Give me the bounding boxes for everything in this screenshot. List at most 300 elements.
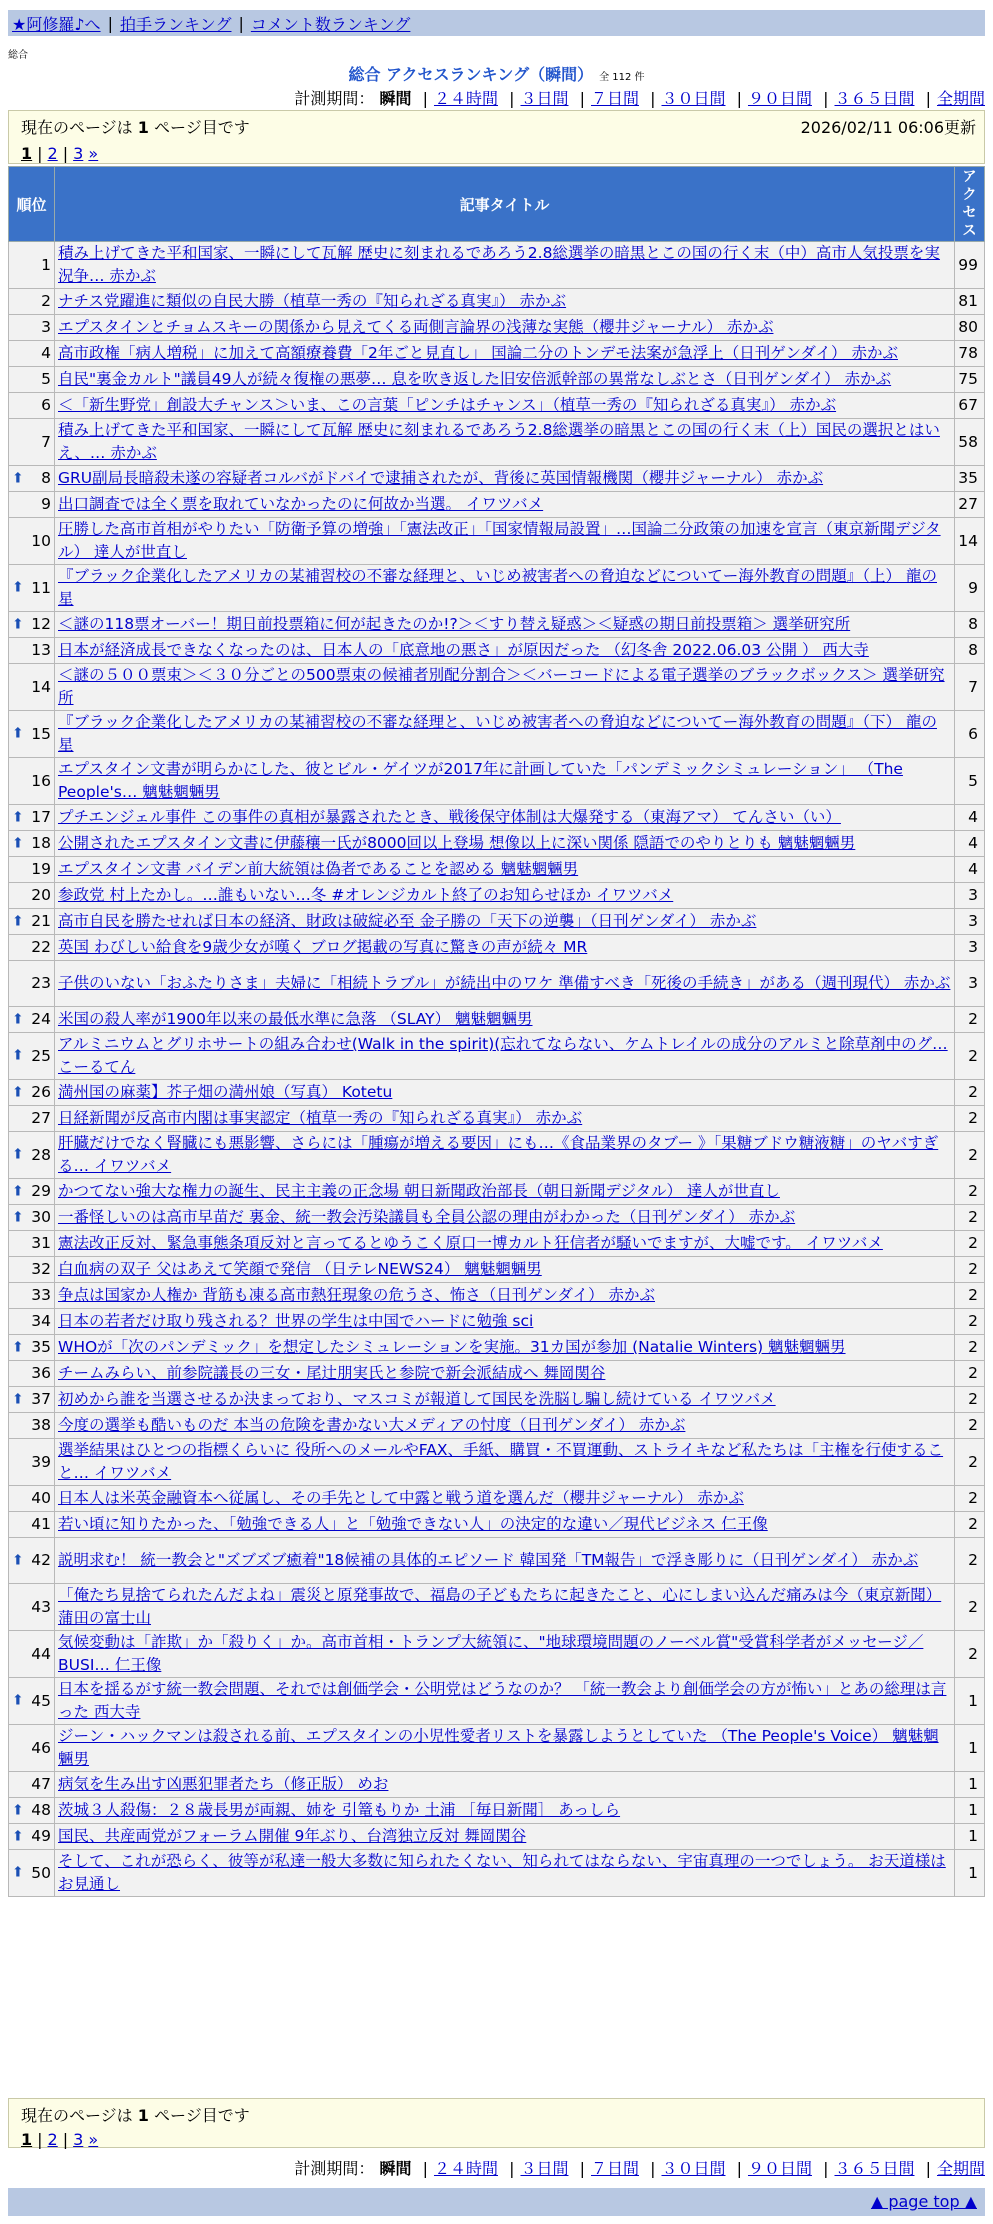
rank-number: 8 [41,469,51,487]
access-count: 2 [955,1205,985,1231]
table-row [9,1512,985,1538]
ashura-home-link[interactable]: ★阿修羅♪へ [12,14,101,34]
table-row [9,367,985,393]
period-all-link[interactable]: 全期間 [936,89,985,108]
title-cell [55,1413,955,1439]
table-row [9,961,985,1007]
period-30d-link[interactable]: ３０日間 [661,89,726,108]
article-title-link[interactable]: エプスタイン文書 バイデン前大統領は偽者であることを認める 魑魅魍魎男 [58,860,579,878]
article-title-link[interactable]: 日本人は米英金融資本へ従属し、その手先として中露と戦う道を選んだ（櫻井ジャーナル） 赤かぶ [58,1489,744,1507]
access-count: 8 [955,638,985,664]
title-cell [55,1631,955,1678]
access-count: 2 [955,1486,985,1512]
table-row [9,1132,985,1179]
article-title-link[interactable]: 気候変動は「詐欺」か「殺りく」か。高市首相・トランプ大統領に、"地球環境問題のノーベル賞"受賞科学者がメッセージ／BUSI… 仁王像 [58,1633,924,1674]
table-row [9,935,985,961]
article-title-link[interactable]: 子供のいない「おふたりさま」夫婦に「相続トラブル」が続出中のワケ 準備すべき「死後の手続き」がある（週刊現代） 赤かぶ [58,974,951,992]
table-row [9,612,985,638]
access-count: 2 [955,1413,985,1439]
rank-number: 50 [31,1863,51,1882]
title-cell [55,831,955,857]
period-label: 計測期間： [294,2159,375,2178]
title-cell [55,1257,955,1283]
article-title-link[interactable]: 米国の殺人率が1900年以来の最低水準に急落 （SLAY） 魑魅魍魎男 [58,1010,533,1028]
rank-cell [9,805,55,831]
period-90d-link[interactable]: ９０日間 [747,2159,812,2178]
rank-number: 44 [31,1644,51,1663]
rank-cell [9,1033,55,1080]
title-cell [55,492,955,518]
article-title-link[interactable]: そして、これが恐らく、彼等が私達一般大多数に知られたくない、知られてはならない、宇宙真理の一つでしょう。 お天道様はお見通し [58,1852,946,1893]
up-arrow-icon: ⬆ [12,616,24,632]
rank-number: 39 [31,1452,51,1471]
rank-number: 29 [31,1182,51,1200]
table-row [9,1179,985,1205]
title-cell [55,1387,955,1413]
table-row [9,638,985,664]
access-count: 2 [955,1080,985,1106]
table-row [9,1106,985,1132]
table-row [9,805,985,831]
rank-cell [9,289,55,315]
pagination-page-2[interactable]: 2 [47,2130,58,2149]
rank-number: 34 [31,1312,51,1330]
article-title-link[interactable]: GRU副局長暗殺未遂の容疑者コルバがドバイで逮捕されたが、背後に英国情報機関（櫻井ジャーナル） 赤かぶ [58,469,824,487]
rank-cell [9,1678,55,1725]
title-cell [55,1309,955,1335]
up-arrow-icon: ⬆ [12,1183,24,1199]
article-title-link[interactable]: 高市政権「病人増税」に加えて高額療養費「2年ごと見直し」 国論二分のトンデモ法案が急浮上（日刊ゲンダイ） 赤かぶ [58,344,898,362]
article-title-link[interactable]: 出口調査では全く票を取れていなかったのに何故か当選。 イワツバメ [58,495,544,513]
article-title-link[interactable]: 圧勝した高市首相がやりたい「防衛予算の増強」「憲法改正」「国家情報局設置」…国論二分政策の加速を宣言（東京新聞デジタル） 達人が世直し [58,520,941,561]
rank-cell [9,393,55,419]
period-24h-link[interactable]: ２４時間 [433,2159,498,2178]
rank-cell [9,831,55,857]
pagination-next[interactable]: » [88,2130,99,2149]
article-title-link[interactable]: 日本を揺るがす統一教会問題、それでは創価学会・公明党はどうなのか？ 「統一教会より創価学会の方が怖い」とあの総理は言った 西大寺 [58,1680,947,1721]
table-row [9,1335,985,1361]
up-arrow-icon: ⬆ [12,1828,24,1844]
rank-number: 2 [41,292,51,310]
comment-ranking-link[interactable]: コメント数ランキング [250,14,411,34]
rank-number: 6 [41,396,51,414]
access-count: 2 [955,1106,985,1132]
access-count: 1 [955,1772,985,1798]
title-cell [55,638,955,664]
article-title-link[interactable]: 高市自民を勝たせれば日本の経済、財政は破綻必至 金子勝の「天下の逆襲」（日刊ゲンダイ） 赤かぶ [58,912,757,930]
access-count: 80 [955,315,985,341]
title-cell [55,1231,955,1257]
page-status: 現在のページは 1 ページ目です [21,118,250,137]
rank-number: 15 [31,724,51,743]
rank-number: 33 [31,1286,51,1304]
rank-cell [9,492,55,518]
title-cell [55,758,955,805]
pagination-current: 1 [21,144,33,163]
rank-cell [9,1335,55,1361]
title-cell [55,711,955,758]
pagination-page-3[interactable]: 3 [73,144,84,163]
article-title-link[interactable]: 病気を生み出す凶悪犯罪者たち（修正版） めお [58,1775,389,1793]
title-cell [55,1033,955,1080]
rank-number: 41 [31,1515,51,1533]
rank-number: 20 [31,886,51,904]
period-90d-link[interactable]: ９０日間 [747,89,812,108]
period-30d-link[interactable]: ３０日間 [661,2159,726,2178]
rank-number: 28 [31,1145,51,1164]
rank-number: 42 [31,1551,51,1569]
access-count: 1 [955,1850,985,1897]
pagination-next[interactable]: » [88,144,99,163]
access-count: 5 [955,758,985,805]
rank-number: 21 [31,912,51,930]
period-3d-link[interactable]: ３日間 [520,2159,569,2178]
article-title-link[interactable]: 白血病の双子 父はあえて笑顔で発信 （日テレNEWS24） 魑魅魍魎男 [58,1260,542,1278]
article-title-link[interactable]: 争点は国家か人権か 背筋も凍る高市熱狂現象の危うさ、怖さ（日刊ゲンダイ） 赤かぶ [58,1286,655,1304]
table-row [9,1631,985,1678]
rank-cell [9,315,55,341]
up-arrow-icon: ⬆ [12,1552,24,1568]
rank-cell [9,1309,55,1335]
access-count: 81 [955,289,985,315]
article-title-link[interactable]: 「俺たち見捨てられたんだよね」震災と原発事故で、福島の子どもたちに起きたこと、心にしまい込んだ痛みは今（東京新聞） 蒲田の富士山 [58,1586,942,1627]
rank-number: 47 [31,1775,51,1793]
title-cell [55,1678,955,1725]
table-row [9,1361,985,1387]
rank-cell [9,758,55,805]
access-count: 2 [955,1007,985,1033]
nav-separator: | [238,13,244,33]
access-count: 2 [955,1631,985,1678]
rank-number: 38 [31,1416,51,1434]
section-label: 総合 [8,50,28,61]
rank-cell [9,1257,55,1283]
page-info-bottom [8,2098,985,2148]
rank-cell [9,638,55,664]
period-all-link[interactable]: 全期間 [936,2159,985,2178]
title-cell [55,1179,955,1205]
table-row [9,1439,985,1486]
period-24h-link[interactable]: ２４時間 [433,89,498,108]
table-row [9,341,985,367]
rank-cell [9,1772,55,1798]
rank-number: 37 [31,1390,51,1408]
rank-number: 4 [41,344,51,362]
rank-number: 14 [31,677,51,696]
title-cell [55,961,955,1007]
access-count: 4 [955,857,985,883]
article-title-link[interactable]: 初めから誰を当選させるか決まっており、マスコミが報道して国民を洗脳し騙し続けている イワツバメ [58,1390,776,1408]
article-title-link[interactable]: 参政党 村上たかし。…誰もいない…冬 #オレンジカルト終了のお知らせほか イワツバメ [58,886,674,904]
rank-cell [9,419,55,466]
up-arrow-icon: ⬆ [12,809,24,825]
article-title-link[interactable]: アルミニウムとグリホサートの組み合わせ(Walk in the spirit)(忘れてならない、ケムトレイルの成分のアルミと除草剤中のグ… こーるてん [58,1035,948,1076]
table-row [9,1584,985,1631]
access-count: 99 [955,242,985,289]
title-cell [55,1584,955,1631]
title-cell [55,1080,955,1106]
bottom-bar [8,2188,985,2216]
rank-cell [9,466,55,492]
rank-number: 18 [31,834,51,852]
up-arrow-icon: ⬆ [12,470,24,486]
article-title-link[interactable]: WHOが「次のパンデミック」を想定したシミュレーションを実施。31カ国が参加 (Natalie Winters) 魑魅魍魎男 [58,1338,846,1356]
table-row [9,1413,985,1439]
up-arrow-icon: ⬆ [12,1864,24,1881]
page-status: 現在のページは 1 ページ目です [21,2106,250,2125]
rank-cell [9,1007,55,1033]
article-title-link[interactable]: 茨城３人殺傷：２８歳長男が両親、姉を 引篭もりか 土浦 ［毎日新聞］ あっしら [58,1801,621,1819]
rank-number: 3 [41,318,51,336]
rank-number: 10 [31,531,51,550]
article-title-link[interactable]: 『ブラック企業化したアメリカの某補習校の不審な経理と、いじめ被害者への脅迫などについてー海外教育の問題』（上） 龍の星 [58,567,937,608]
rank-number: 23 [31,974,51,992]
rank-cell [9,565,55,612]
title-cell [55,1850,955,1897]
rank-number: 49 [31,1827,51,1845]
table-row [9,1850,985,1897]
article-title-link[interactable]: プチエンジェル事件 この事件の真相が暴露されたとき、戦後保守体制は大爆発する（東海アマ） てんさい（い） [58,808,841,826]
title-cell [55,1772,955,1798]
rank-number: 35 [31,1338,51,1356]
access-count: 2 [955,1132,985,1179]
access-count: 6 [955,711,985,758]
table-row [9,857,985,883]
article-title-link[interactable]: 日本の若者だけ取り残される？世界の学生は中国でハードに勉強 sci [58,1312,534,1330]
article-title-link[interactable]: 一番怪しいのは高市早苗だ 裏金、統一教会汚染議員も全員公認の理由がわかった（日刊ゲンダイ） 赤かぶ [58,1208,796,1226]
access-count: 2 [955,1033,985,1080]
access-count: 8 [955,612,985,638]
title-cell [55,1725,955,1772]
table-row [9,393,985,419]
access-count: 7 [955,664,985,711]
access-count: 4 [955,805,985,831]
access-count: 2 [955,1335,985,1361]
pagination-top: 1 | 2 | 3 » [21,144,99,163]
access-count: 2 [955,1231,985,1257]
rank-cell [9,1824,55,1850]
table-row [9,831,985,857]
rank-number: 16 [31,771,51,790]
page-header [0,62,993,85]
rank-cell [9,909,55,935]
rank-cell [9,1179,55,1205]
title-cell [55,1283,955,1309]
nav-separator: | [107,13,113,33]
rank-cell [9,664,55,711]
title-cell [55,518,955,565]
title-cell [55,1538,955,1584]
access-count: 14 [955,518,985,565]
period-3d-link[interactable]: ３日間 [520,89,569,108]
rank-cell [9,935,55,961]
rank-number: 24 [31,1010,51,1028]
table-row [9,1798,985,1824]
title-cell [55,805,955,831]
rank-number: 25 [31,1046,51,1065]
article-title-link[interactable]: ジーン・ハックマンは殺される前、エプスタインの小児性愛者リストを暴露しようとしていた （The People's Voice） 魑魅魍魎男 [58,1727,939,1768]
update-timestamp: 2026/02/11 06:06更新 [800,118,976,137]
title-cell [55,664,955,711]
article-title-link[interactable]: 肝臓だけでなく腎臓にも悪影響、さらには「腫瘍が増える要因」にも…《食品業界のタブー 》「果糖ブドウ糖液糖」のヤバすぎる… イワツバメ [58,1134,939,1175]
up-arrow-icon: ⬆ [12,1209,24,1225]
article-title-link[interactable]: 国民、共産両党がフォーラム開催 9年ぶり、台湾独立反対 舞岡関谷 [58,1827,527,1845]
title-cell [55,289,955,315]
rank-number: 9 [41,495,51,513]
rank-number: 26 [31,1083,51,1101]
up-arrow-icon: ⬆ [12,913,24,929]
table-row [9,289,985,315]
access-count: 78 [955,341,985,367]
access-count: 3 [955,909,985,935]
rank-cell [9,1584,55,1631]
article-title-link[interactable]: 積み上げてきた平和国家、一瞬にして瓦解 歴史に刻まれるであろう2.8総選挙の暗黒とこの国の行く末（中）高市人気投票を実況争… 赤かぶ [58,244,940,285]
rank-cell [9,1080,55,1106]
table-row [9,419,985,466]
rank-column-header: 順位 [9,167,55,242]
period-365d-link[interactable]: ３６５日間 [834,2159,915,2178]
table-row [9,1772,985,1798]
article-title-link[interactable]: 日本が経済成長できなくなったのは、日本人の「底意地の悪さ」が原因だった （幻冬舎 2022.06.03 公開 ） 西大寺 [58,641,869,659]
title-cell [55,1512,955,1538]
article-title-link[interactable]: ＜「新生野党」創設大チャンス＞いま、この言葉「ピンチはチャンス」（植草一秀の『知られざる真実』） 赤かぶ [58,396,837,414]
article-title-link[interactable]: 公開されたエプスタイン文書に伊藤穰一氏が8000回以上登場 想像以上に深い関係 隠語でのやりとりも 魑魅魍魎男 [58,834,856,852]
article-title-link[interactable]: 若い頃に知りたかった、「勉強できる人」と「勉強できない人」の決定的な違い／現代ビジネス 仁王像 [58,1515,768,1533]
pagination-page-2[interactable]: 2 [47,144,58,163]
article-title-link[interactable]: 日経新聞が反高市内閣は事実認定（植草一秀の『知られざる真実』） 赤かぶ [58,1109,583,1127]
article-title-link[interactable]: エプスタインとチョムスキーの関係から見えてくる両側言論界の浅薄な実態（櫻井ジャーナル） 赤かぶ [58,318,774,336]
access-count: 9 [955,565,985,612]
rank-number: 32 [31,1260,51,1278]
table-row [9,1538,985,1584]
article-title-link[interactable]: 自民"裏金カルト"議員49人が続々復権の悪夢… 息を吹き返した旧安倍派幹部の異常なしぶとさ（日刊ゲンダイ） 赤かぶ [58,370,892,388]
article-title-link[interactable]: 説明求む！ 統一教会と"ズブズブ癒着"18候補の具体的エピソード 韓国発「TM報告」で浮き彫りに（日刊ゲンダイ） 赤かぶ [58,1551,919,1569]
rank-number: 1 [41,255,51,274]
rank-cell [9,1538,55,1584]
article-title-link[interactable]: 満州国の麻薬】芥子畑の満州娘（写真） Kotetu [58,1083,393,1101]
up-arrow-icon: ⬆ [12,1391,24,1407]
up-arrow-icon: ⬆ [12,1084,24,1100]
access-count: 67 [955,393,985,419]
article-title-link[interactable]: 『ブラック企業化したアメリカの某補習校の不審な経理と、いじめ被害者への脅迫などについてー海外教育の問題』（下） 龍の星 [58,713,937,754]
title-cell [55,1361,955,1387]
article-title-link[interactable]: ＜謎の118票オーバー！期日前投票箱に何が起きたのか!?＞＜すり替え疑惑＞＜疑惑の期日前投票箱＞ 選挙研究所 [58,615,851,633]
article-title-link[interactable]: ＜謎の５００票束＞＜３０分ごとの500票束の候補者別配分割合＞＜バーコードによる電子選挙のブラックボックス＞ 選挙研究所 [58,666,945,707]
rank-cell [9,341,55,367]
access-count: 3 [955,883,985,909]
article-title-link[interactable]: 今度の選挙も酷いものだ 本当の危険を書かない大メディアの忖度（日刊ゲンダイ） 赤かぶ [58,1416,686,1434]
access-count: 2 [955,1179,985,1205]
title-cell [55,341,955,367]
article-title-link[interactable]: 積み上げてきた平和国家、一瞬にして瓦解 歴史に刻まれるであろう2.8総選挙の暗黒とこの国の行く末（上）国民の選択とはいえ、… 赤かぶ [58,421,940,462]
rank-number: 43 [31,1597,51,1616]
rank-cell [9,1361,55,1387]
article-title-link[interactable]: かつてない強大な権力の誕生、民主主義の正念場 朝日新聞政治部長（朝日新聞デジタル） 達人が世直し [58,1182,780,1200]
rank-cell [9,367,55,393]
rank-cell [9,1725,55,1772]
table-row [9,1283,985,1309]
rank-cell [9,711,55,758]
title-cell [55,419,955,466]
rank-number: 30 [31,1208,51,1226]
pagination-page-3[interactable]: 3 [73,2130,84,2149]
article-title-link[interactable]: 英国 わびしい給食を9歳少女が嘆く ブログ掲載の写真に驚きの声が続々 MR [58,938,588,956]
rank-number: 22 [31,938,51,956]
table-row [9,1257,985,1283]
access-count: 2 [955,1257,985,1283]
rank-cell [9,857,55,883]
title-cell [55,1106,955,1132]
article-title-link[interactable]: チームみらい、前参院議長の三女・尾辻朋実氏と参院で新会派結成へ 舞岡関谷 [58,1364,606,1382]
access-count: 4 [955,831,985,857]
table-row [9,518,985,565]
rank-number: 17 [31,808,51,826]
title-cell [55,1335,955,1361]
access-count: 2 [955,1512,985,1538]
table-row [9,1387,985,1413]
access-count: 35 [955,466,985,492]
access-count: 58 [955,419,985,466]
ranking-table [8,166,985,1897]
rank-number: 13 [31,641,51,659]
title-column-header: 記事タイトル [55,167,955,242]
page-top-link[interactable]: ▲ page top ▲ [870,2192,977,2211]
period-365d-link[interactable]: ３６５日間 [834,89,915,108]
rank-number: 11 [31,578,51,597]
table-row [9,1231,985,1257]
table-row [9,242,985,289]
article-title-link[interactable]: 憲法改正反対、緊急事態条項反対と言ってるとゆうこく原口一博カルト狂信者が騒いでますが、大嘘です。 イワツバメ [58,1234,883,1252]
title-cell [55,1007,955,1033]
access-count: 2 [955,1584,985,1631]
rank-cell [9,1512,55,1538]
access-count: 2 [955,1538,985,1584]
rank-number: 36 [31,1364,51,1382]
applause-ranking-link[interactable]: 拍手ランキング [119,14,232,34]
access-count: 2 [955,1283,985,1309]
table-row [9,1033,985,1080]
article-title-link[interactable]: ナチス党躍進に類似の自民大勝（植草一秀の『知られざる真実』） 赤かぶ [58,292,567,310]
up-arrow-icon: ⬆ [12,1692,24,1709]
title-cell [55,1824,955,1850]
pagination-bottom: 1 | 2 | 3 » [21,2130,99,2149]
rank-number: 40 [31,1489,51,1507]
rank-cell [9,1205,55,1231]
access-count: 2 [955,1361,985,1387]
up-arrow-icon: ⬆ [12,579,24,596]
title-cell [55,315,955,341]
title-cell [55,1205,955,1231]
article-title-link[interactable]: エプスタイン文書が明らかにした、彼とビル・ゲイツが2017年に計画していた「パンデミックシミュレーション」 （The People's… 魑魅魍魎男 [58,760,903,801]
access-count: 1 [955,1678,985,1725]
rank-number: 46 [31,1738,51,1757]
period-7d-link[interactable]: ７日間 [590,2159,639,2178]
access-count: 27 [955,492,985,518]
period-7d-link[interactable]: ７日間 [590,89,639,108]
period-current: 瞬間 [379,2159,412,2178]
period-current: 瞬間 [379,89,412,108]
rank-number: 12 [31,615,51,633]
title-cell [55,1132,955,1179]
top-nav-bar [8,10,985,36]
rank-cell [9,518,55,565]
access-column-header: アクセス [955,167,985,242]
title-cell [55,466,955,492]
title-cell [55,612,955,638]
article-title-link[interactable]: 選挙結果はひとつの指標くらいに 役所へのメールやFAX、手紙、購買・不買運動、ストライキなど私たちは「主権を行使すること… イワツバメ [58,1441,944,1482]
rank-cell [9,612,55,638]
total-count: 全 112 件 [599,72,645,83]
